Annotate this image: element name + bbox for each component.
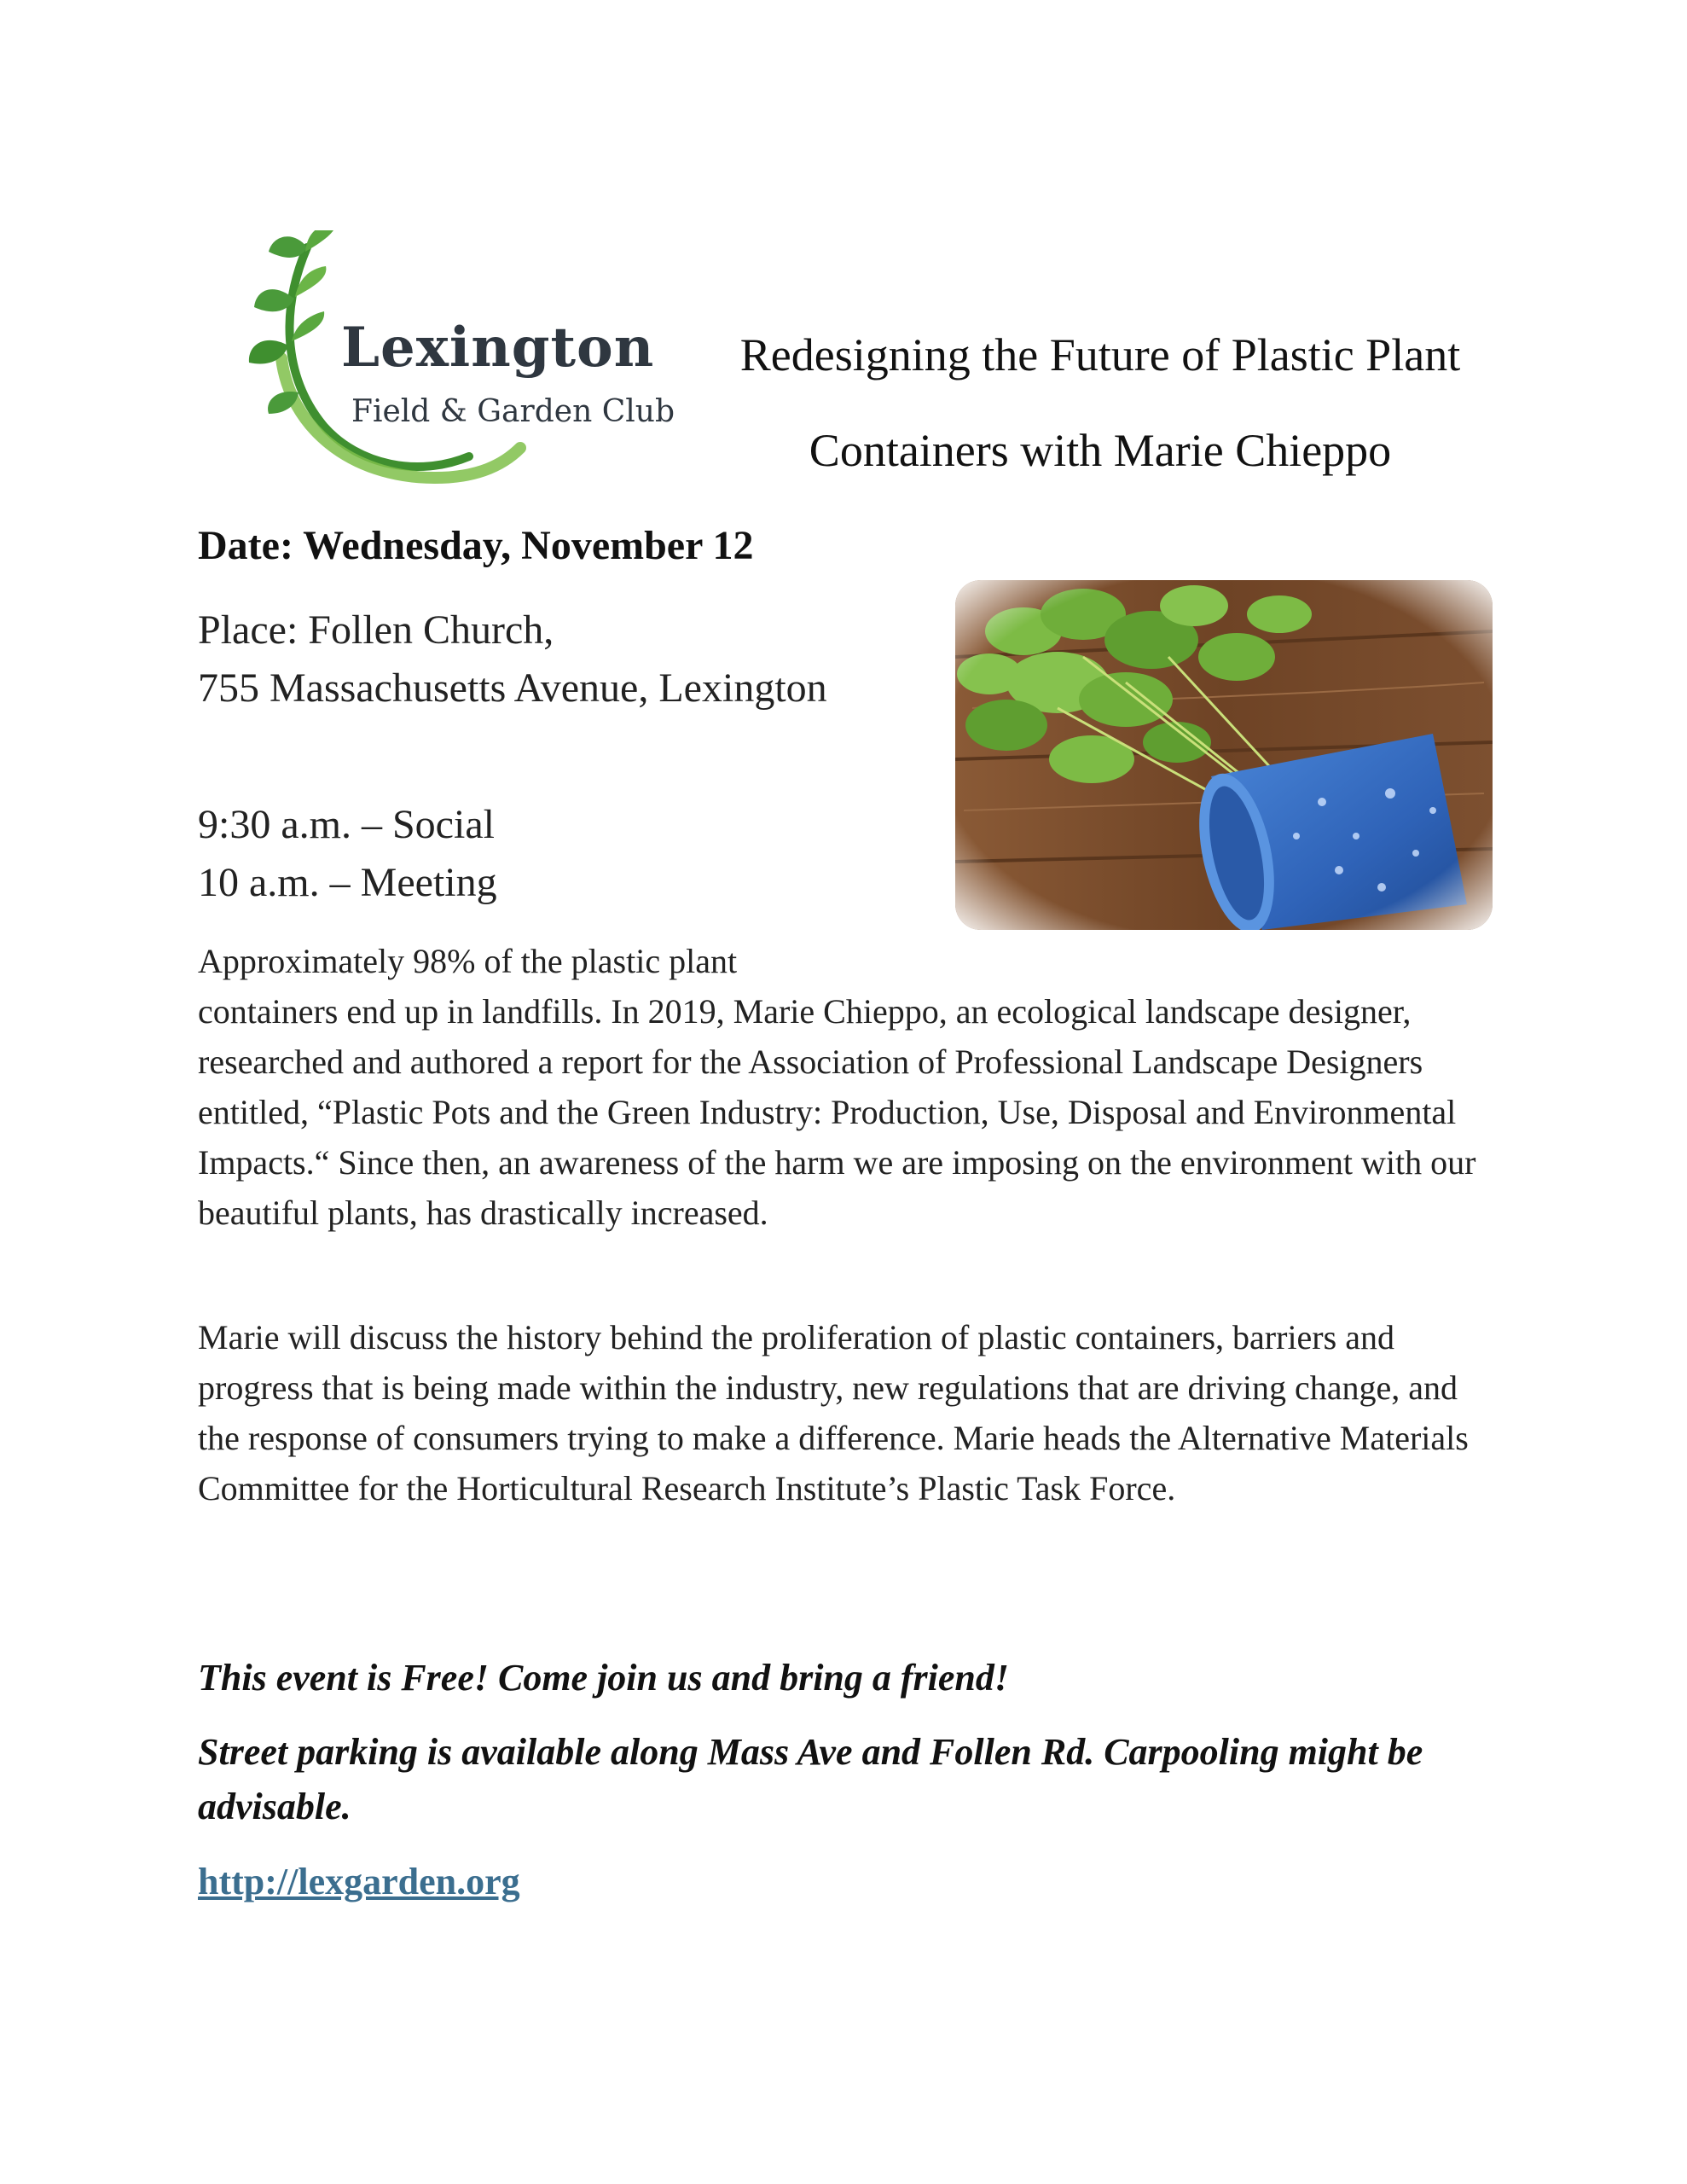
event-title <box>674 307 1527 498</box>
paragraph-1-body: containers end up in landfills. In 2019, Marie Chieppo, an ecological landscape designer, researched and authored a report for the Association of Professional Landscape Designers entitled, “Plastic Pots and the Green Industry: Production, Use, Disposal and Environmental Impacts.“ Since then, an awareness of the harm we are imposing on the environment with our beautiful plants, has drastically increased. <box>198 992 1476 1232</box>
schedule-meeting: 10 a.m. – Meeting <box>198 860 497 905</box>
schedule-social: 9:30 a.m. – Social <box>198 802 495 847</box>
logo-name: Lexington <box>341 316 655 380</box>
plant-in-blue-pot-photo <box>955 580 1493 930</box>
event-title-line-1: Redesigning the Future of Plastic Plant <box>739 329 1461 380</box>
website-link[interactable]: http://lexgarden.org <box>198 1861 520 1902</box>
event-schedule <box>198 796 497 912</box>
event-title-line-2: Containers with Marie Chieppo <box>809 425 1392 476</box>
logo-subtitle: Field & Garden Club <box>351 394 675 429</box>
parking-note: Street parking is available along Mass Ave and Follen Rd. Carpooling might be advisable. <box>198 1731 1423 1827</box>
place-line-2: 755 Massachusetts Avenue, Lexington <box>198 665 827 711</box>
paragraph-1-first-line: Approximately 98% of the plastic plant <box>198 942 738 980</box>
description-paragraph-2: Marie will discuss the history behind the proliferation of plastic containers, barriers and progress that is being made within the industry, new regulations that are driving change, and the response of consumers trying to make a difference. Marie heads the Alternative Materials Committee for the Horticultural Research Institute’s Plastic Task Force. <box>198 1318 1469 1507</box>
event-date: Date: Wednesday, November 12 <box>198 523 754 568</box>
club-logo <box>247 230 674 486</box>
description-paragraph-1 <box>198 936 1494 1238</box>
free-event-note: This event is Free! Come join us and bring a friend! <box>198 1657 1010 1699</box>
event-place <box>198 601 827 717</box>
place-line-1: Place: Follen Church, <box>198 607 554 653</box>
